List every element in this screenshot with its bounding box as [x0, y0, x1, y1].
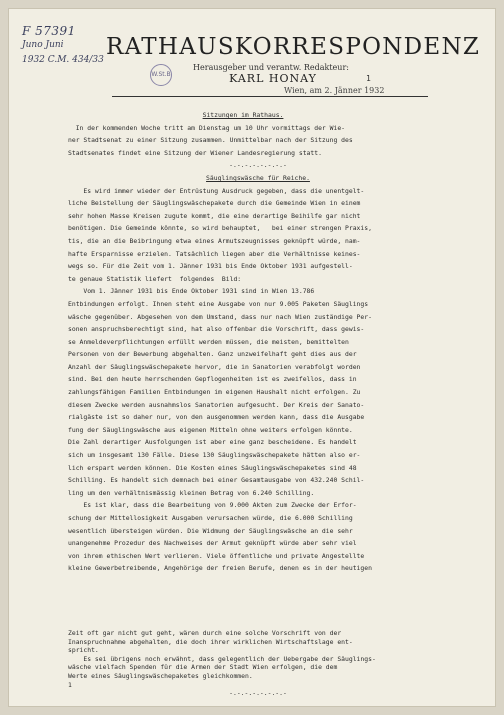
paragraph-line: Es sei übrigens noch erwähnt, dass gelegentlich der Uebergabe der Säuglings- [68, 654, 376, 663]
paragraph-line: von ihrem ethischen Wert verlieren. Viele öffentliche und private Angestellte [68, 551, 365, 560]
paragraph-line: unangenehme Prozedur des Nachweises der Armut geknüpft würde aber sehr viel [68, 539, 357, 548]
paragraph-line: hafte Ersparnisse erzielen. Tatsächlich liegen aber die Verhältnisse keines- [68, 249, 361, 258]
masthead-rule [112, 96, 428, 97]
masthead-title: RATHAUSKORRESPONDENZ [106, 34, 481, 60]
paragraph-line: ling um den verhältnismässig kleinen Betrag von 6.240 Schilling. [68, 488, 315, 497]
handwritten-note: Juno Juni [22, 40, 64, 50]
paragraph-line: Anzahl der Säuglingswäschepakete hervor, die in Sanatorien verabfolgt worden [68, 362, 361, 371]
publisher-line: Herausgeber und verantw. Redakteur: [193, 63, 349, 72]
paragraph-line: sehr hohen Masse Kreisen zugute kommt, die eine derartige Beihilfe gar nicht [68, 211, 361, 220]
handwritten-reference: 1932 C.M. 434/33 [22, 55, 104, 65]
paragraph-line: Inanspruchnahme abgehalten, die doch ihrer wirklichen Wirtschaftslage ent- [68, 637, 353, 646]
paragraph-line: Personen von der Bewerbung abgehalten. Ganz unzweifelhaft geht dies aus der [68, 350, 357, 359]
heading-sessions: Sitzungen im Rathaus. [202, 111, 284, 119]
library-stamp: W.St.B [150, 64, 172, 86]
section-separator: -.-.-.-.-.-.-.- [229, 689, 287, 698]
document-page [8, 8, 496, 707]
paragraph-line: Entbindungen erfolgt. Ihnen steht eine Ausgabe von nur 9.005 Paketen Säuglings [68, 299, 369, 308]
paragraph-line: kleine Gewerbetreibende, Angehörige der freien Berufe, denen es in der heutigen [68, 564, 372, 573]
paragraph-line: Es ist klar, dass die Bearbeitung von 9.000 Akten zum Zwecke der Erfor- [68, 501, 357, 510]
page-number: 1 [366, 74, 371, 83]
article-body-end [68, 629, 448, 698]
paragraph-line: wäsche gegenüber. Abgesehen von dem Umstand, dass nur nach Wien zuständige Per- [68, 312, 372, 321]
paragraph-line: benötigen. Die Gemeinde könnte, so wird behauptet, bei einer strengen Praxis, [68, 224, 372, 233]
paragraph-line: Stadtsenates findet eine Sitzung der Wiener Landesregierung statt. [68, 148, 322, 157]
paragraph-line: Schilling. Es handelt sich demnach bei einer Gesamtausgabe von 432.240 Schil- [68, 476, 365, 485]
paragraph-line: wesentlich übersteigen würden. Die Widmung der Säuglingswäsche an die sehr [68, 526, 353, 535]
paragraph-line: sind. Bei den heute herrschenden Gepflogenheiten ist es zweifellos, dass in [68, 375, 357, 384]
paragraph-line: 1 [68, 680, 72, 689]
paragraph-line: Zeit oft gar nicht gut geht, wären durch eine solche Vorschrift von der [68, 629, 342, 637]
paragraph-line: Vom 1. Jänner 1931 bis Ende Oktober 1931 sind in Wien 13.786 [68, 287, 315, 296]
paragraph-line: In der kommenden Woche tritt am Dienstag um 10 Uhr vormittags der Wie- [68, 123, 346, 132]
paragraph-line: spricht. [68, 646, 99, 655]
paragraph-line: Werte eines Säuglingswäschepaketes gleichkommen. [68, 671, 253, 680]
paragraph-line: zahlungsfähigen Familien Entbindungen im eigenen Haushalt nicht erfolgen. Zu [68, 388, 361, 397]
dateline: Wien, am 2. Jänner 1932 [284, 86, 385, 95]
paragraph-line: liche Beistellung der Säuglingswäschepakete durch die Gemeinde Wien in einem [68, 199, 361, 208]
paragraph-line: wäsche vielfach Spenden für die Armen der Stadt Wien erfolgen, die dem [68, 663, 338, 672]
paragraph-line: diesem Zwecke werden ausnahmslos Sanatorien aufgesucht. Der Kreis der Sanato- [68, 400, 365, 409]
paragraph-line: sich um insgesamt 130 Fälle. Diese 130 Säuglingswäschepakete hätten also er- [68, 451, 361, 460]
paragraph-line: schung der Mittellosigkeit Ausgaben verursachen würde, die 6.000 Schilling [68, 514, 353, 522]
article-body [68, 109, 448, 575]
paragraph-line: sonen anspruchsberechtigt sind, hat also offenbar die Vorschrift, dass gewis- [68, 325, 365, 334]
section-separator: -.-.-.-.-.-.-.- [229, 161, 287, 170]
paragraph-line: Es wird immer wieder der Entrüstung Ausdruck gegeben, dass die unentgelt- [68, 186, 365, 195]
paragraph-line: tis, die an die Beibringung etwa eines Armutszeugnisses geknüpft würde, nam- [68, 236, 361, 245]
paragraph-line: te genaue Statistik liefert folgendes Bild: [68, 274, 242, 283]
paragraph-line: ner Stadtsenat zu einer Sitzung zusammen. Unmittelbar nach der Sitzung des [68, 136, 353, 145]
paragraph-line: Die Zahl derartiger Ausfolgungen ist aber eine ganz bescheidene. Es handelt [68, 438, 357, 447]
paragraph-line: fung der Säuglingswäsche aus eigenen Mitteln ohne weiters erfolgen könnte. [68, 425, 353, 434]
paragraph-line: lich erspart werden können. Die Kosten eines Säuglingswäschepaketes sind 48 [68, 463, 357, 472]
editor-name: KARL HONAY [229, 72, 317, 85]
paragraph-line: rialgäste ist so daher nur, von den ausgenommen werden kann, dass die Ausgabe [68, 413, 365, 422]
heading-baby-linen: Säuglingswäsche für Reiche. [206, 173, 310, 182]
paragraph-line: se Anmeldeverpflichtungen erfüllt werden müssen, die meisten, bemittelten [68, 337, 349, 346]
handwritten-archive-number: F 57391 [22, 24, 76, 38]
paragraph-line: wegs so. Für die Zeit vom 1. Jänner 1931 bis Ende Oktober 1931 aufgestell- [68, 262, 353, 271]
